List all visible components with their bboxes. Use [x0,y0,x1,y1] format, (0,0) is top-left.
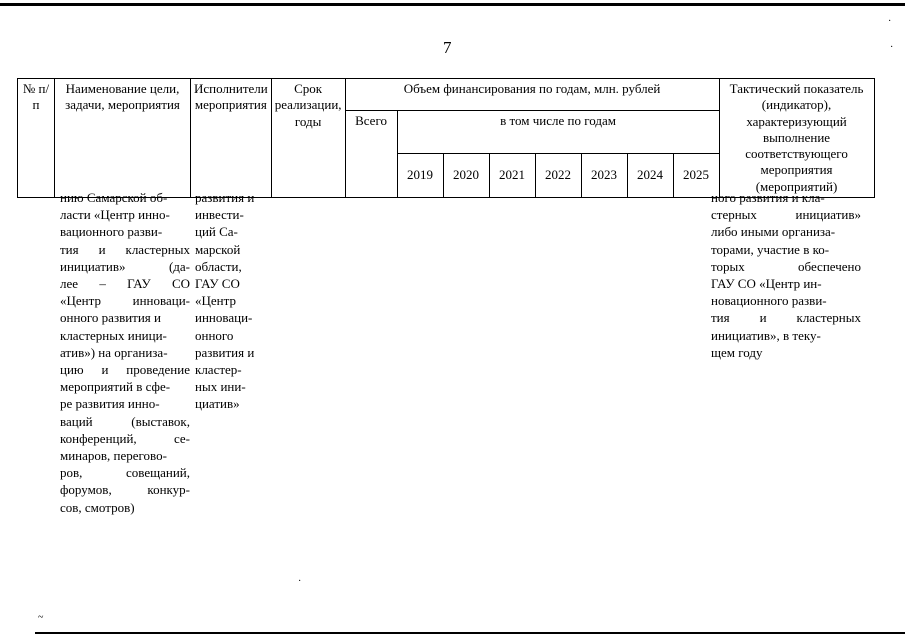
activity-name-text [60,189,190,516]
text-line [60,464,190,481]
text-line: ГАУ СО «Центр ин- [711,276,822,292]
text-line: новационного разви- [711,293,827,309]
scan-speck: ~ [38,612,44,623]
text-line: вационного разви- [60,224,163,240]
word: СО [171,276,190,292]
indicator-text [711,189,861,361]
word: совещаний, [125,465,190,481]
text-line: кластер- [195,362,242,378]
header-table [17,78,875,198]
header-year: 2023 [581,153,627,197]
header-executors: Исполнители мероприятия [191,79,272,198]
word: «Центр [60,293,101,309]
word: инициатив» [60,258,126,274]
text-line: ных ини- [195,379,246,395]
header-num: № п/п [18,79,55,198]
text-line: щем году [711,344,763,360]
text-line: онного [195,327,234,343]
text-line: сов, смотров) [60,499,135,515]
header-indicator: Тактический показатель (индикатор), характеризующий выполнение соответствующего мероприятия (мероприятий) [719,79,874,198]
header-term: Срок реализации, годы [271,79,345,198]
header-including-years: в том числе по годам [397,111,719,154]
text-line: мероприятий в сфе- [60,379,171,395]
header-year: 2019 [397,153,443,197]
header-year: 2022 [535,153,581,197]
word: конференций, [60,430,137,446]
text-line: ного развития и кла- [711,190,825,205]
header-year: 2020 [443,153,489,197]
header-year: 2021 [489,153,535,197]
text-line [60,241,190,258]
text-line: ласти «Центр инно- [60,207,170,223]
word: (да- [168,258,190,274]
word: – [99,276,106,292]
scan-speck: · [888,16,892,27]
word: инициатив» [795,207,861,223]
text-line: «Центр [195,293,236,309]
word: торых [711,258,745,274]
word: и [98,241,106,257]
word: тия [711,310,730,326]
text-line [60,413,190,430]
text-line: инициатив», в теку- [711,327,821,343]
header-year: 2025 [673,153,719,197]
top-border-line [0,3,905,6]
text-line: минаров, перегово- [60,448,167,464]
bottom-border-line [35,632,905,634]
text-line [60,361,190,378]
text-line [60,258,190,275]
scan-speck: · [298,576,302,587]
text-line [711,206,861,223]
word: цию [60,362,84,378]
text-line: ций Са- [195,224,238,240]
word: се- [173,430,190,446]
text-line: ГАУ СО [195,276,240,292]
text-line: атив») на организа- [60,344,168,360]
word: и [101,362,109,378]
text-line [711,309,861,326]
word: лее [60,276,79,292]
word: ваций [60,413,93,429]
header-name: Наименование цели, задачи, мероприятия [55,79,191,198]
header-total: Всего [345,111,397,198]
text-line [711,258,861,275]
text-line: инноваци- [195,310,253,326]
text-line: кластерных иници- [60,327,167,343]
word: (выставок, [131,413,190,429]
word: кластерных [125,241,190,257]
text-line [60,430,190,447]
text-line: марской [195,241,241,257]
word: стерных [711,207,757,223]
text-line: инвести- [195,207,244,223]
word: и [759,310,767,326]
text-line: развития и [195,190,255,205]
word: конкур- [147,482,190,498]
text-line [60,292,190,309]
word: ров, [60,465,83,481]
word: тия [60,241,79,257]
text-line: торами, участие в ко- [711,241,830,257]
text-line [60,275,190,292]
word: инноваци- [132,293,190,309]
text-line: ре развития инно- [60,396,160,412]
text-line: циатив» [195,396,240,412]
word: обеспечено [798,258,861,274]
page-number: 7 [443,38,452,57]
header-funding: Объем финансирования по годам, млн. рублей [345,79,719,111]
scan-speck: · [890,42,894,53]
word: форумов, [60,482,112,498]
text-line: онного развития и [60,310,161,326]
text-line: либо иными организа- [711,224,836,240]
text-line: нию Самарской об- [60,190,168,205]
header-year: 2024 [627,153,673,197]
word: кластерных [796,310,861,326]
word: ГАУ [127,276,151,292]
text-line: развития и [195,344,255,360]
text-line: области, [195,258,242,274]
word: проведение [126,362,190,378]
text-line [60,481,190,498]
executors-text [195,189,268,413]
